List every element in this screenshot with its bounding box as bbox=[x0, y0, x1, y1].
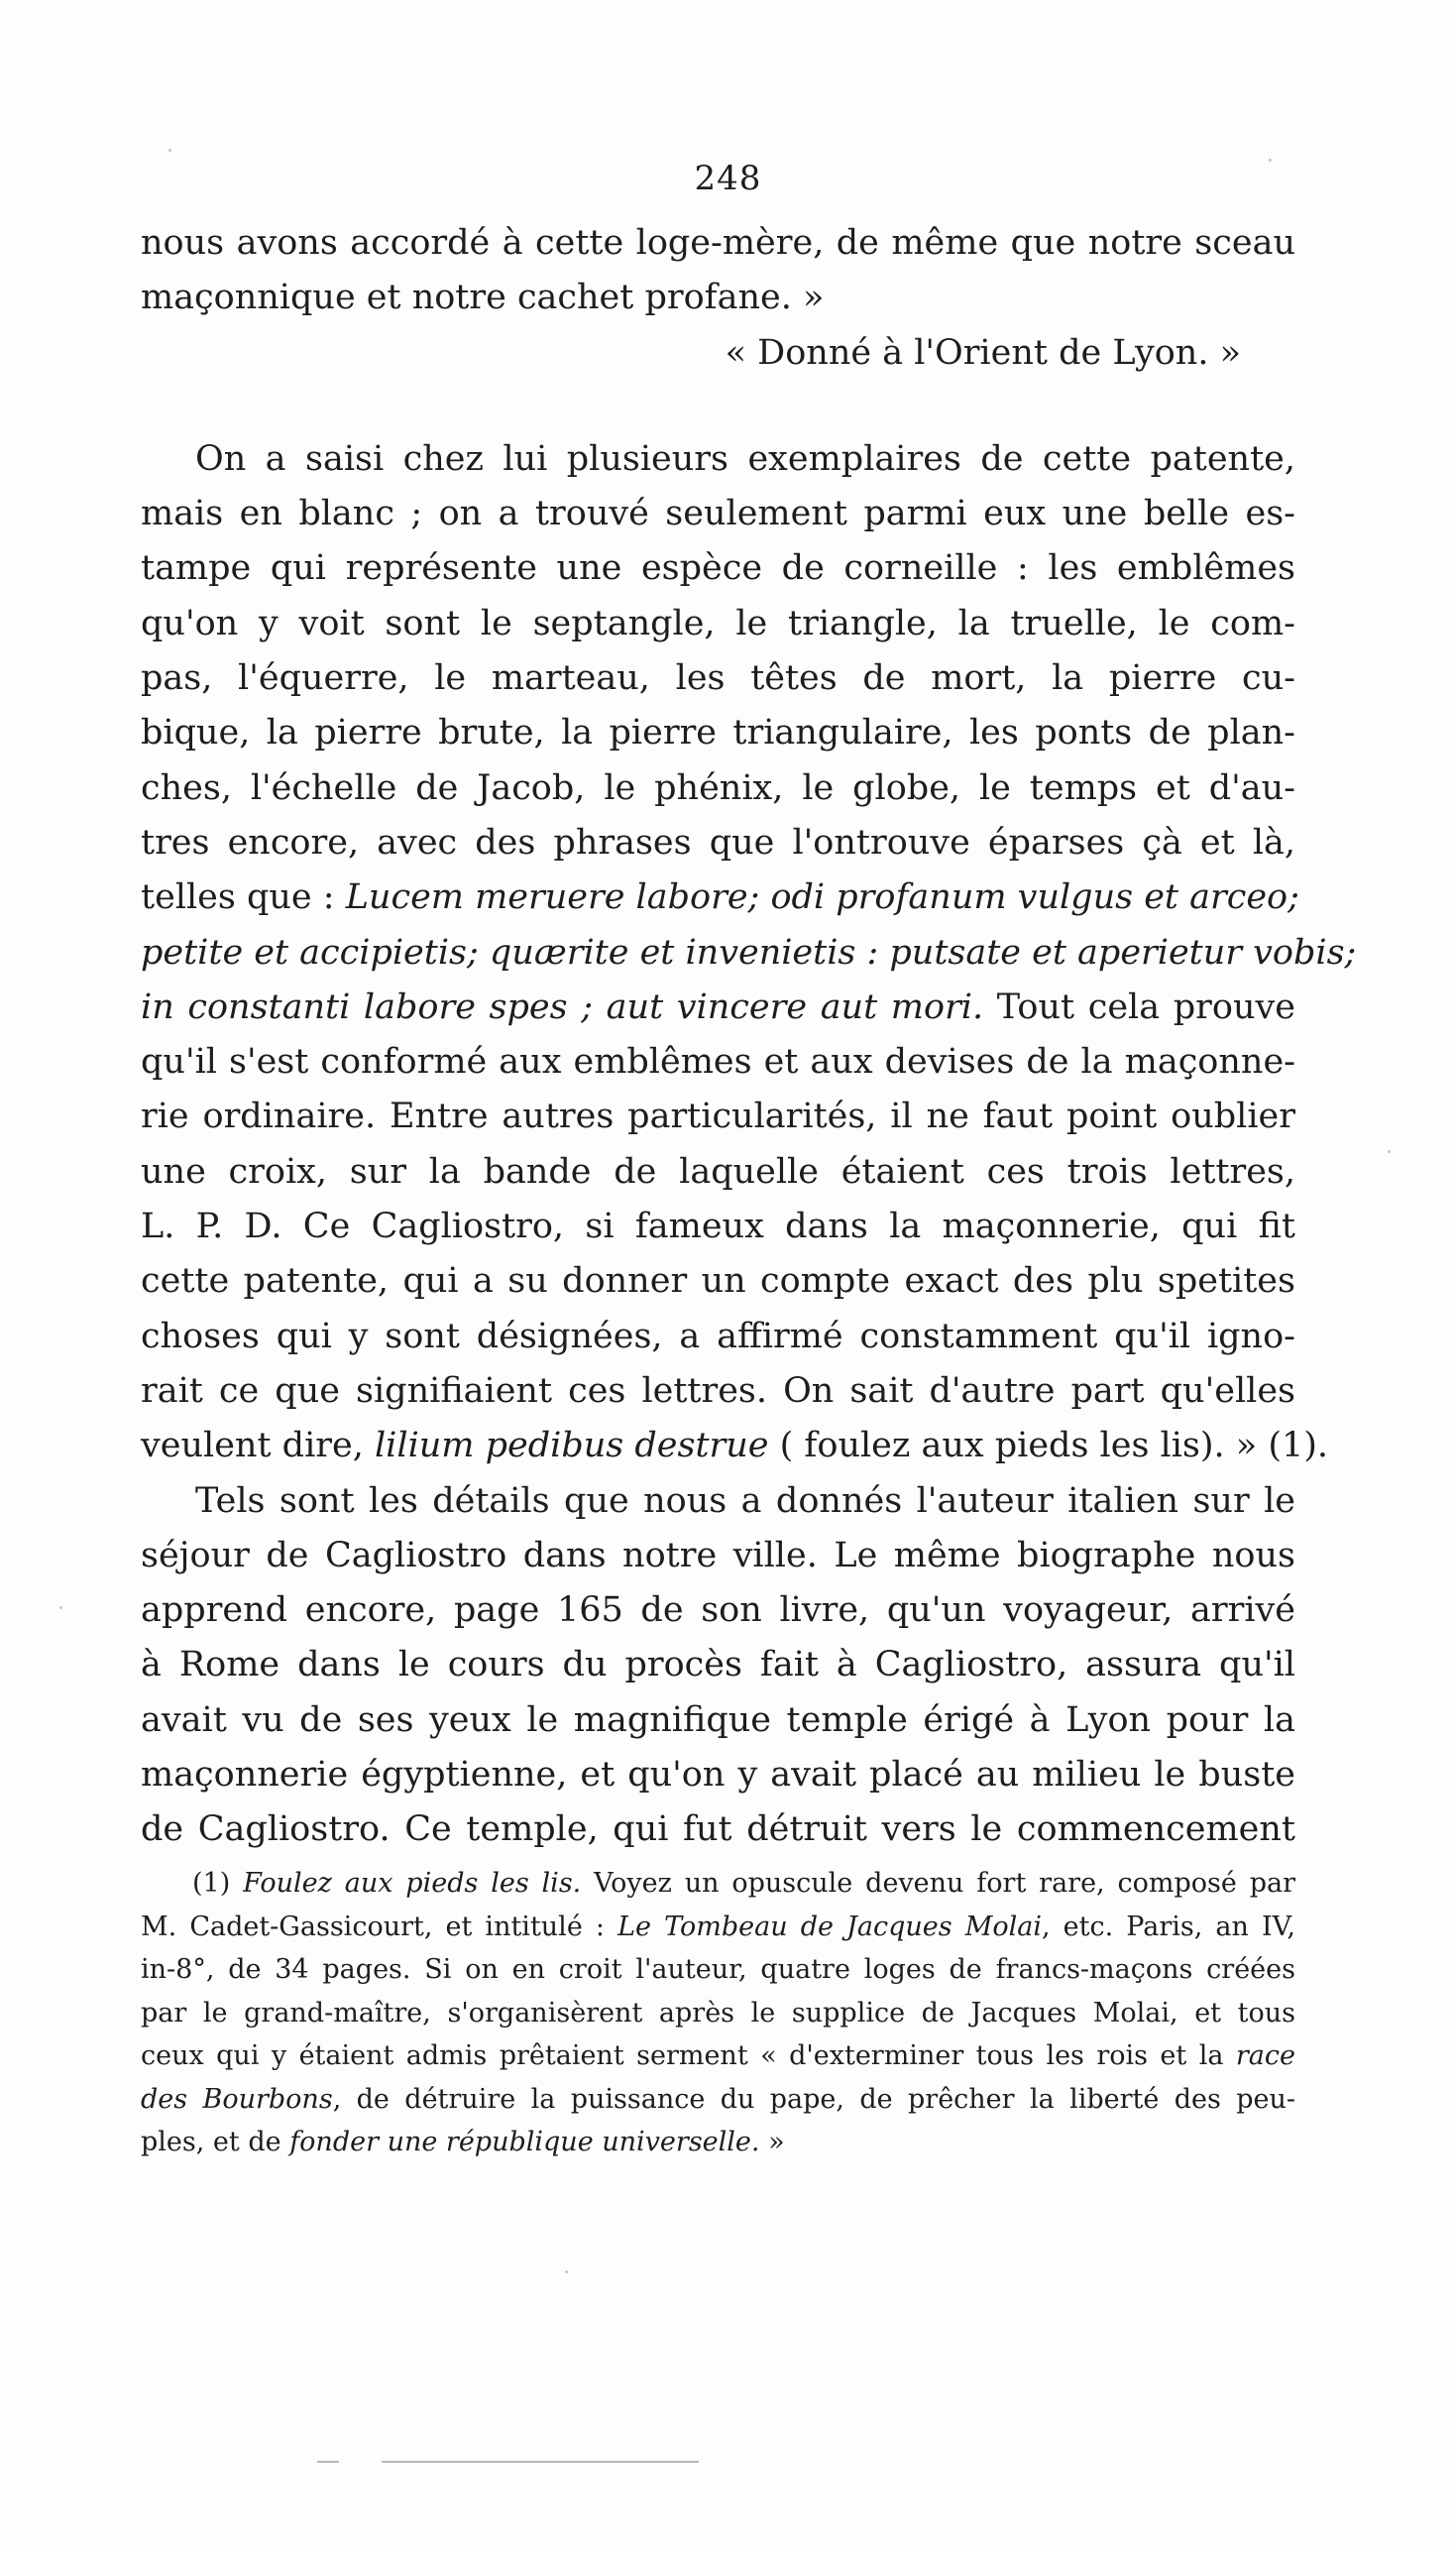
text-line: qu'on y voit sont le septangle, le triangle, la truelle, le com- bbox=[141, 603, 1295, 643]
text-line: maçonnique et notre cachet profane. » bbox=[141, 278, 825, 318]
text-line: choses qui y sont désignées, a affirmé constamment qu'il igno- bbox=[141, 1316, 1295, 1356]
text-fragment: Tout cela prouve bbox=[996, 986, 1295, 1027]
text-fragment: ceux qui y étaient admis prêtaient serment « d'exterminer tous les rois et la bbox=[141, 2040, 1224, 2071]
latin-quote: Lucem meruere labore; odi profanum vulgus et arceo; bbox=[345, 877, 1299, 918]
text-line: maçonnerie égyptienne, et qu'on y avait placé au milieu le buste bbox=[141, 1755, 1295, 1796]
text-line: « Donné à l'Orient de Lyon. » bbox=[725, 332, 1241, 373]
paper-speck bbox=[1388, 1150, 1391, 1153]
footnote-line bbox=[141, 2121, 1295, 2164]
footnote-italic: Foulez aux pieds les lis. bbox=[243, 1868, 582, 1899]
footnote-italic: des Bourbons bbox=[141, 2083, 333, 2115]
footnote-line bbox=[141, 1906, 1295, 1949]
text-fragment: ples, et de bbox=[141, 2127, 281, 2157]
text-line: bique, la pierre brute, la pierre triangulaire, les ponts de plan- bbox=[141, 713, 1295, 754]
footnote-italic: race bbox=[1235, 2040, 1295, 2071]
text-line: apprend encore, page 165 de son livre, qu'un voyageur, arrivé bbox=[141, 1590, 1295, 1631]
text-fragment: , etc. Paris, an IV, bbox=[1041, 1911, 1295, 1942]
text-fragment: Voyez un opuscule devenu fort rare, composé par bbox=[594, 1868, 1296, 1899]
text-line: tres encore, avec des phrases que l'ontrouve éparses çà et là, bbox=[141, 822, 1295, 863]
text-line: rait ce que signifiaient ces lettres. On sait d'autre part qu'elles bbox=[141, 1370, 1295, 1411]
footnote-italic: fonder une république universelle. bbox=[289, 2127, 760, 2157]
text-line bbox=[141, 870, 1299, 925]
footnote-marker: (1) bbox=[192, 1868, 231, 1899]
text-line: une croix, sur la bande de laquelle étaient ces trois lettres, bbox=[141, 1151, 1295, 1192]
text-fragment: , de détruire la puissance du pape, de prêcher la liberté des peu- bbox=[332, 2083, 1295, 2115]
paragraph-gap bbox=[141, 381, 1295, 432]
text-line: à Rome dans le cours du procès fait à Cagliostro, assura qu'il bbox=[141, 1645, 1295, 1685]
text-line: tampe qui représente une espèce de corneille : les emblêmes bbox=[141, 548, 1295, 589]
bottom-rule bbox=[382, 2461, 699, 2463]
footnote-italic: Le Tombeau de Jacques Molai bbox=[617, 1911, 1042, 1942]
footnote-line bbox=[141, 1862, 1295, 1906]
paper-speck bbox=[565, 2270, 568, 2273]
footnote-line bbox=[141, 2034, 1295, 2078]
paper-speck bbox=[168, 149, 171, 152]
text-line bbox=[141, 1419, 1329, 1473]
latin-quote: petite et accipietis; quærite et invenietis : putsate et aperietur vobis; bbox=[141, 932, 1357, 973]
latin-phrase: lilium pedibus destrue bbox=[374, 1426, 769, 1466]
text-line: rie ordinaire. Entre autres particularités, il ne faut point oublier bbox=[141, 1097, 1295, 1137]
bottom-dash bbox=[317, 2461, 339, 2463]
text-fragment: » bbox=[768, 2127, 785, 2157]
footnote-line bbox=[141, 2078, 1295, 2122]
footnote-line: par le grand-maître, s'organisèrent après le supplice de Jacques Molai, et tous bbox=[141, 1997, 1295, 2029]
text-line bbox=[141, 926, 1357, 981]
text-line: Tels sont les détails que nous a donnés l'auteur italien sur le bbox=[195, 1480, 1295, 1521]
text-fragment: ( foulez aux pieds les lis). » (1). bbox=[779, 1426, 1329, 1466]
text-line: mais en blanc ; on a trouvé seulement parmi eux une belle es- bbox=[141, 494, 1295, 534]
text-line: nous avons accordé à cette loge-mère, de même que notre sceau bbox=[141, 223, 1295, 263]
text-fragment: veulent dire, bbox=[141, 1426, 364, 1466]
text-fragment: telles que : bbox=[141, 877, 335, 918]
text-line: L. P. D. Ce Cagliostro, si fameux dans la maçonnerie, qui fit bbox=[141, 1207, 1295, 1247]
footnote-line: in-8°, de 34 pages. Si on en croit l'auteur, quatre loges de francs-maçons créées bbox=[141, 1954, 1295, 1985]
text-fragment: M. Cadet-Gassicourt, et intitulé : bbox=[141, 1911, 605, 1942]
text-line: ches, l'échelle de Jacob, le phénix, le globe, le temps et d'au- bbox=[141, 767, 1295, 808]
text-line: qu'il s'est conformé aux emblêmes et aux devises de la maçonne- bbox=[141, 1042, 1295, 1083]
text-line: pas, l'équerre, le marteau, les têtes de mort, la pierre cu- bbox=[141, 658, 1295, 699]
text-line: de Cagliostro. Ce temple, qui fut détruit vers le commencement bbox=[141, 1809, 1295, 1850]
main-text bbox=[141, 216, 1357, 1858]
paper-speck bbox=[59, 1606, 62, 1609]
page-number: 248 bbox=[694, 159, 762, 198]
footnote bbox=[141, 1862, 1295, 2164]
text-line bbox=[141, 981, 1295, 1035]
text-line: séjour de Cagliostro dans notre ville. Le même biographe nous bbox=[141, 1535, 1295, 1575]
text-line: On a saisi chez lui plusieurs exemplaires de cette patente, bbox=[195, 438, 1295, 479]
latin-quote: in constanti labore spes ; aut vincere aut mori. bbox=[141, 986, 984, 1027]
text-line: cette patente, qui a su donner un compte exact des plu spetites bbox=[141, 1261, 1295, 1302]
text-line: avait vu de ses yeux le magnifique temple érigé à Lyon pour la bbox=[141, 1699, 1295, 1740]
paper-speck bbox=[1269, 159, 1272, 162]
